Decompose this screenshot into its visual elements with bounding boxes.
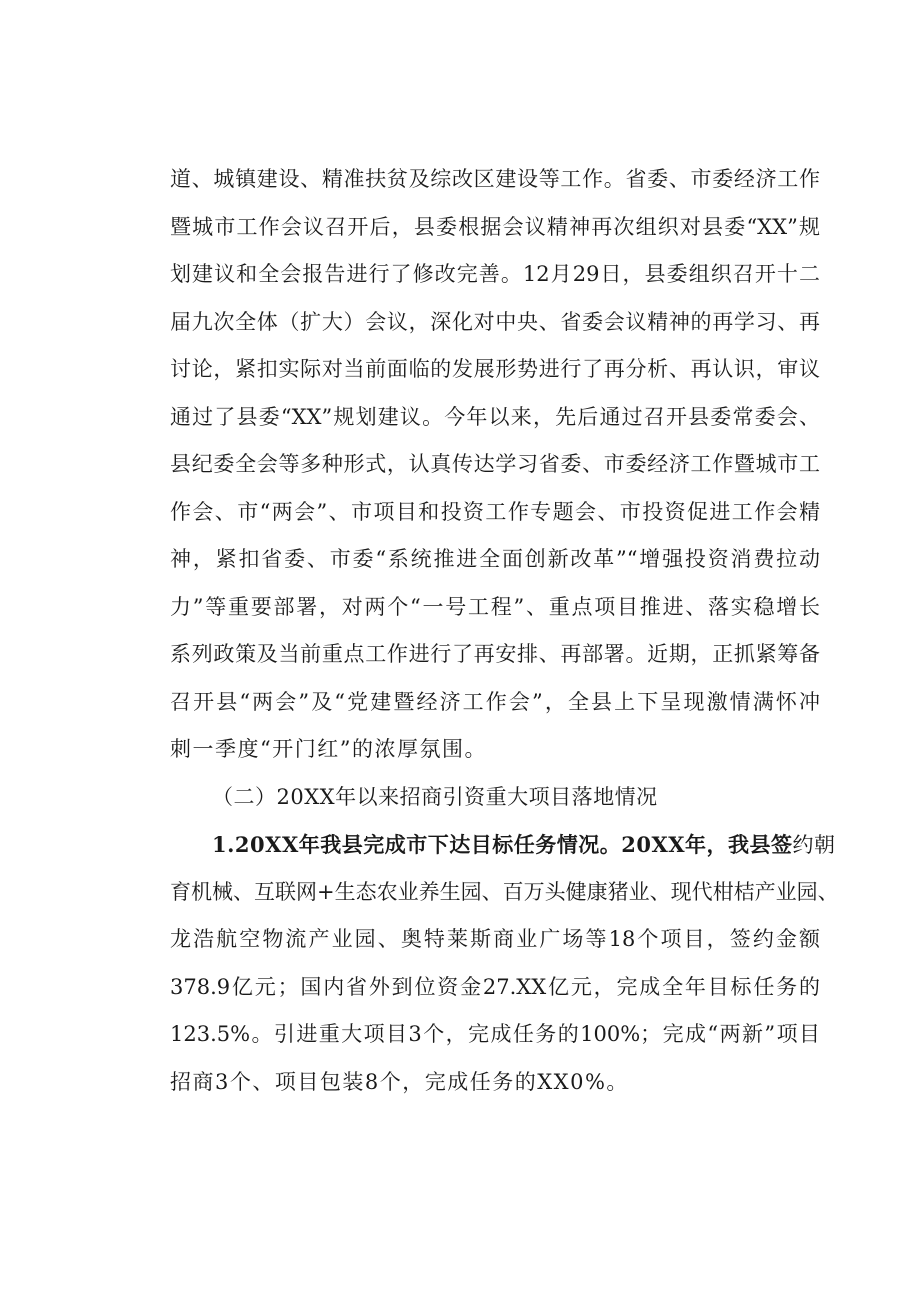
- document-body: [170, 156, 839, 1106]
- section-heading: （二）20XX年以来招商引资重大项目落地情况: [212, 784, 658, 809]
- text-line: 力”等重要部署，对两个“一号工程”、重点项目推进、落实稳增长: [170, 594, 820, 619]
- text-line: 龙浩航空物流产业园、奥特莱斯商业广场等18个项目，签约金额: [170, 927, 820, 951]
- text-line: 招商3个、项目包装8个，完成任务的XX0%。: [170, 1069, 629, 1094]
- text-line: 通过了县委“XX”规划建议。今年以来，先后通过召开县委常委会、: [170, 404, 820, 429]
- text-line: 123.5%。引进重大项目3个，完成任务的100%；完成“两新”项目: [170, 1022, 820, 1046]
- bold-lead-sentence: 1.20XX年我县完成市下达目标任务情况。20XX年，我县签: [212, 832, 793, 857]
- text-line: 讨论，紧扣实际对当前面临的发展形势进行了再分析、再认识，审议: [170, 357, 820, 381]
- text-line: 刺一季度“开门红”的浓厚氛围。: [170, 737, 487, 761]
- text-line: 划建议和全会报告进行了修改完善。12月29日，县委组织召开十二: [170, 262, 820, 286]
- text-line: 育机械、互联网+生态农业养生园、百万头健康猪业、现代柑桔产业园、: [170, 879, 839, 904]
- paragraph-investment-targets: [170, 821, 839, 1106]
- text-line: 届九次全体（扩大）会议，深化对中央、省委会议精神的再学习、再: [170, 309, 820, 334]
- text-line: 378.9亿元；国内省外到位资金27.XX亿元，完成全年目标任务的: [170, 974, 820, 999]
- text-line: 道、城镇建设、精准扶贫及综改区建设等工作。省委、市委经济工作: [170, 167, 820, 191]
- text-line: 召开县“两会”及“党建暨经济工作会”，全县上下呈现激情满怀冲: [170, 689, 820, 714]
- text-fragment: 约朝: [792, 833, 836, 857]
- paragraph-work-meetings: [170, 156, 820, 774]
- text-line-first: [170, 821, 836, 869]
- text-line: 系列政策及当前重点工作进行了再安排、再部署。近期，正抓紧筹备: [170, 642, 820, 666]
- text-line: 暨城市工作会议召开后，县委根据会议精神再次组织对县委“XX”规: [170, 214, 820, 239]
- text-line: 神，紧扣省委、市委“系统推进全面创新改革”“增强投资消费拉动: [170, 547, 820, 571]
- text-line: 作会、市“两会”、市项目和投资工作专题会、市投资促进工作会精: [170, 499, 820, 524]
- text-line: 县纪委全会等多种形式，认真传达学习省委、市委经济工作暨城市工: [170, 452, 820, 476]
